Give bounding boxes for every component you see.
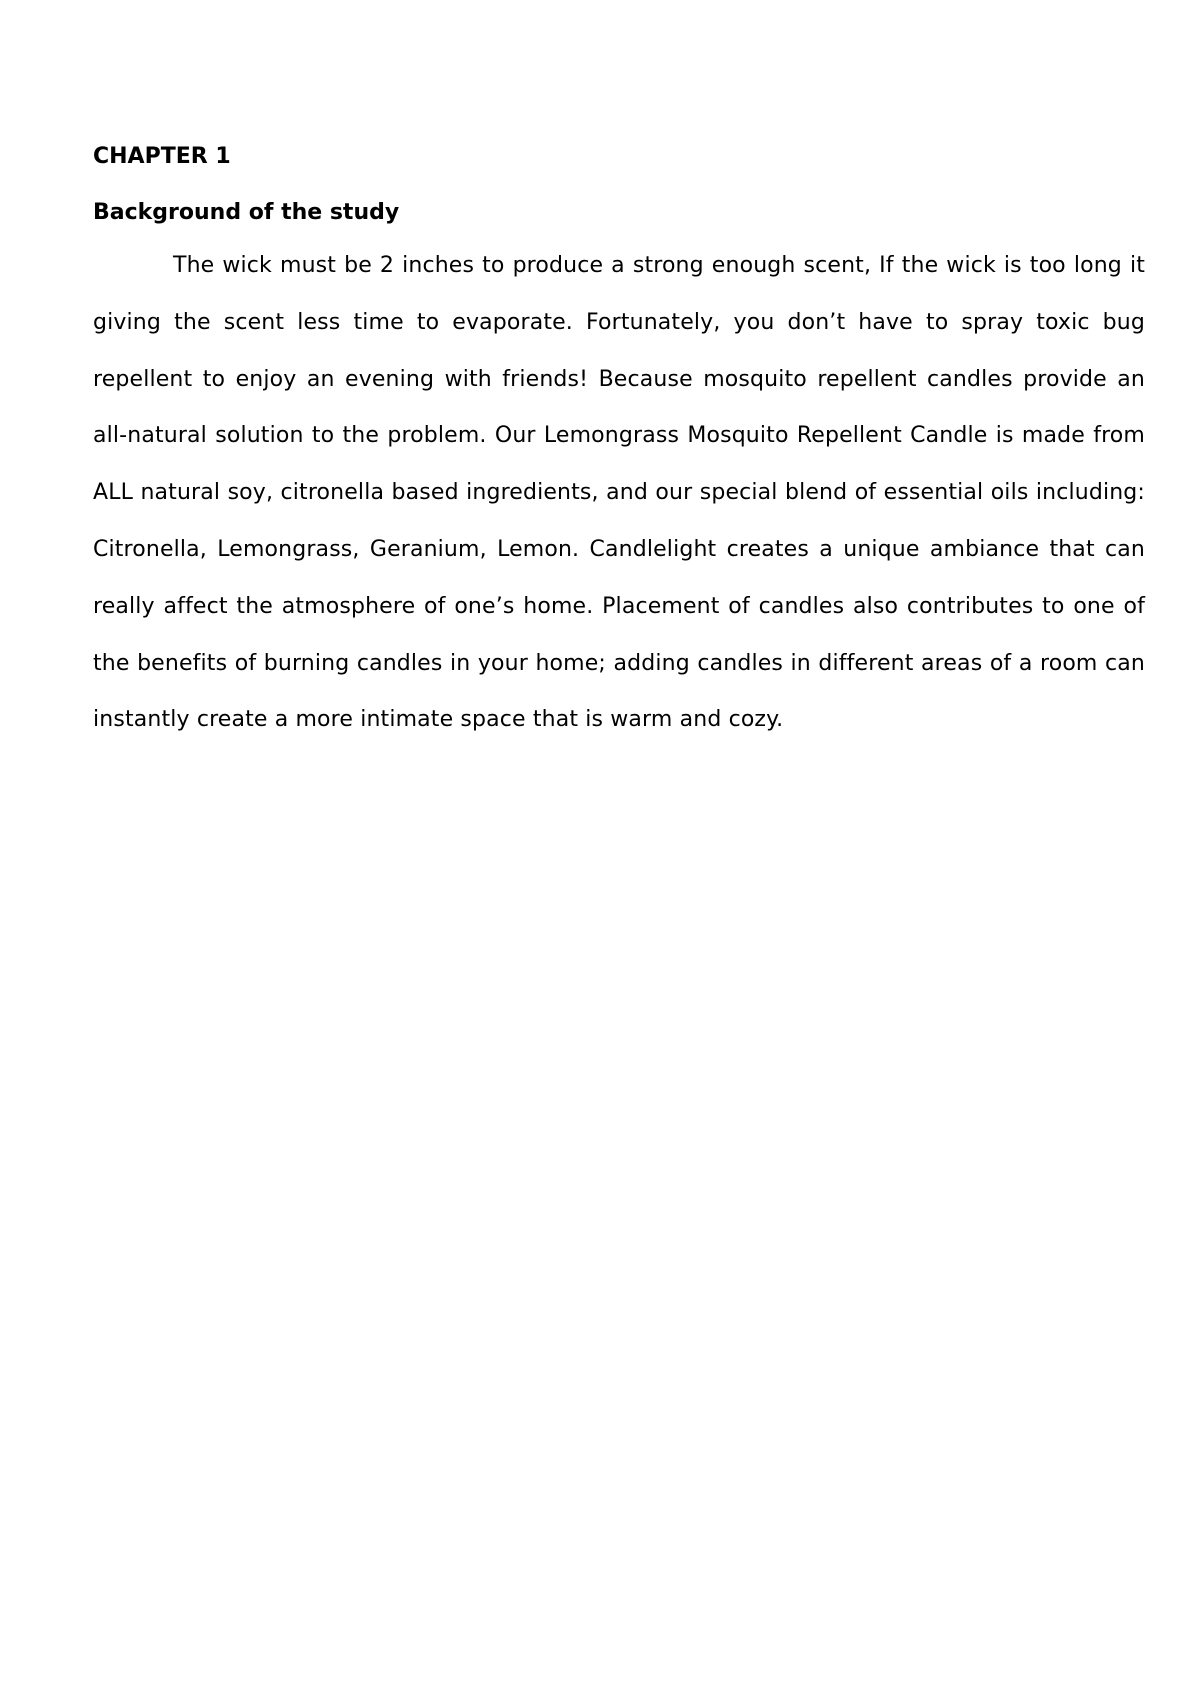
document-body [93, 140, 1145, 749]
chapter-title: CHAPTER 1 [93, 144, 231, 169]
body-paragraph: The wick must be 2 inches to produce a strong enough scent, If the wick is too long it giving the scent less time to evaporate. Fortunately, you don’t have to spray toxic bug repellent to enjoy an evening with friends! Because mosquito repellent candles provide an all-natural solution to the problem. Our Lemongrass Mosquito Repellent Candle is made from ALL natural soy, citronella based ingredients, and our special blend of essential oils including: Citronella, Lemongrass, Geranium, Lemon. Candlelight creates a unique ambiance that can really affect the atmosphere of one’s home. Placement of candles also contributes to one of the benefits of burning candles in your home; adding candles in different areas of a room can instantly create a more intimate space that is warm and cozy. [93, 253, 1145, 733]
section-title: Background of the study [93, 200, 400, 225]
